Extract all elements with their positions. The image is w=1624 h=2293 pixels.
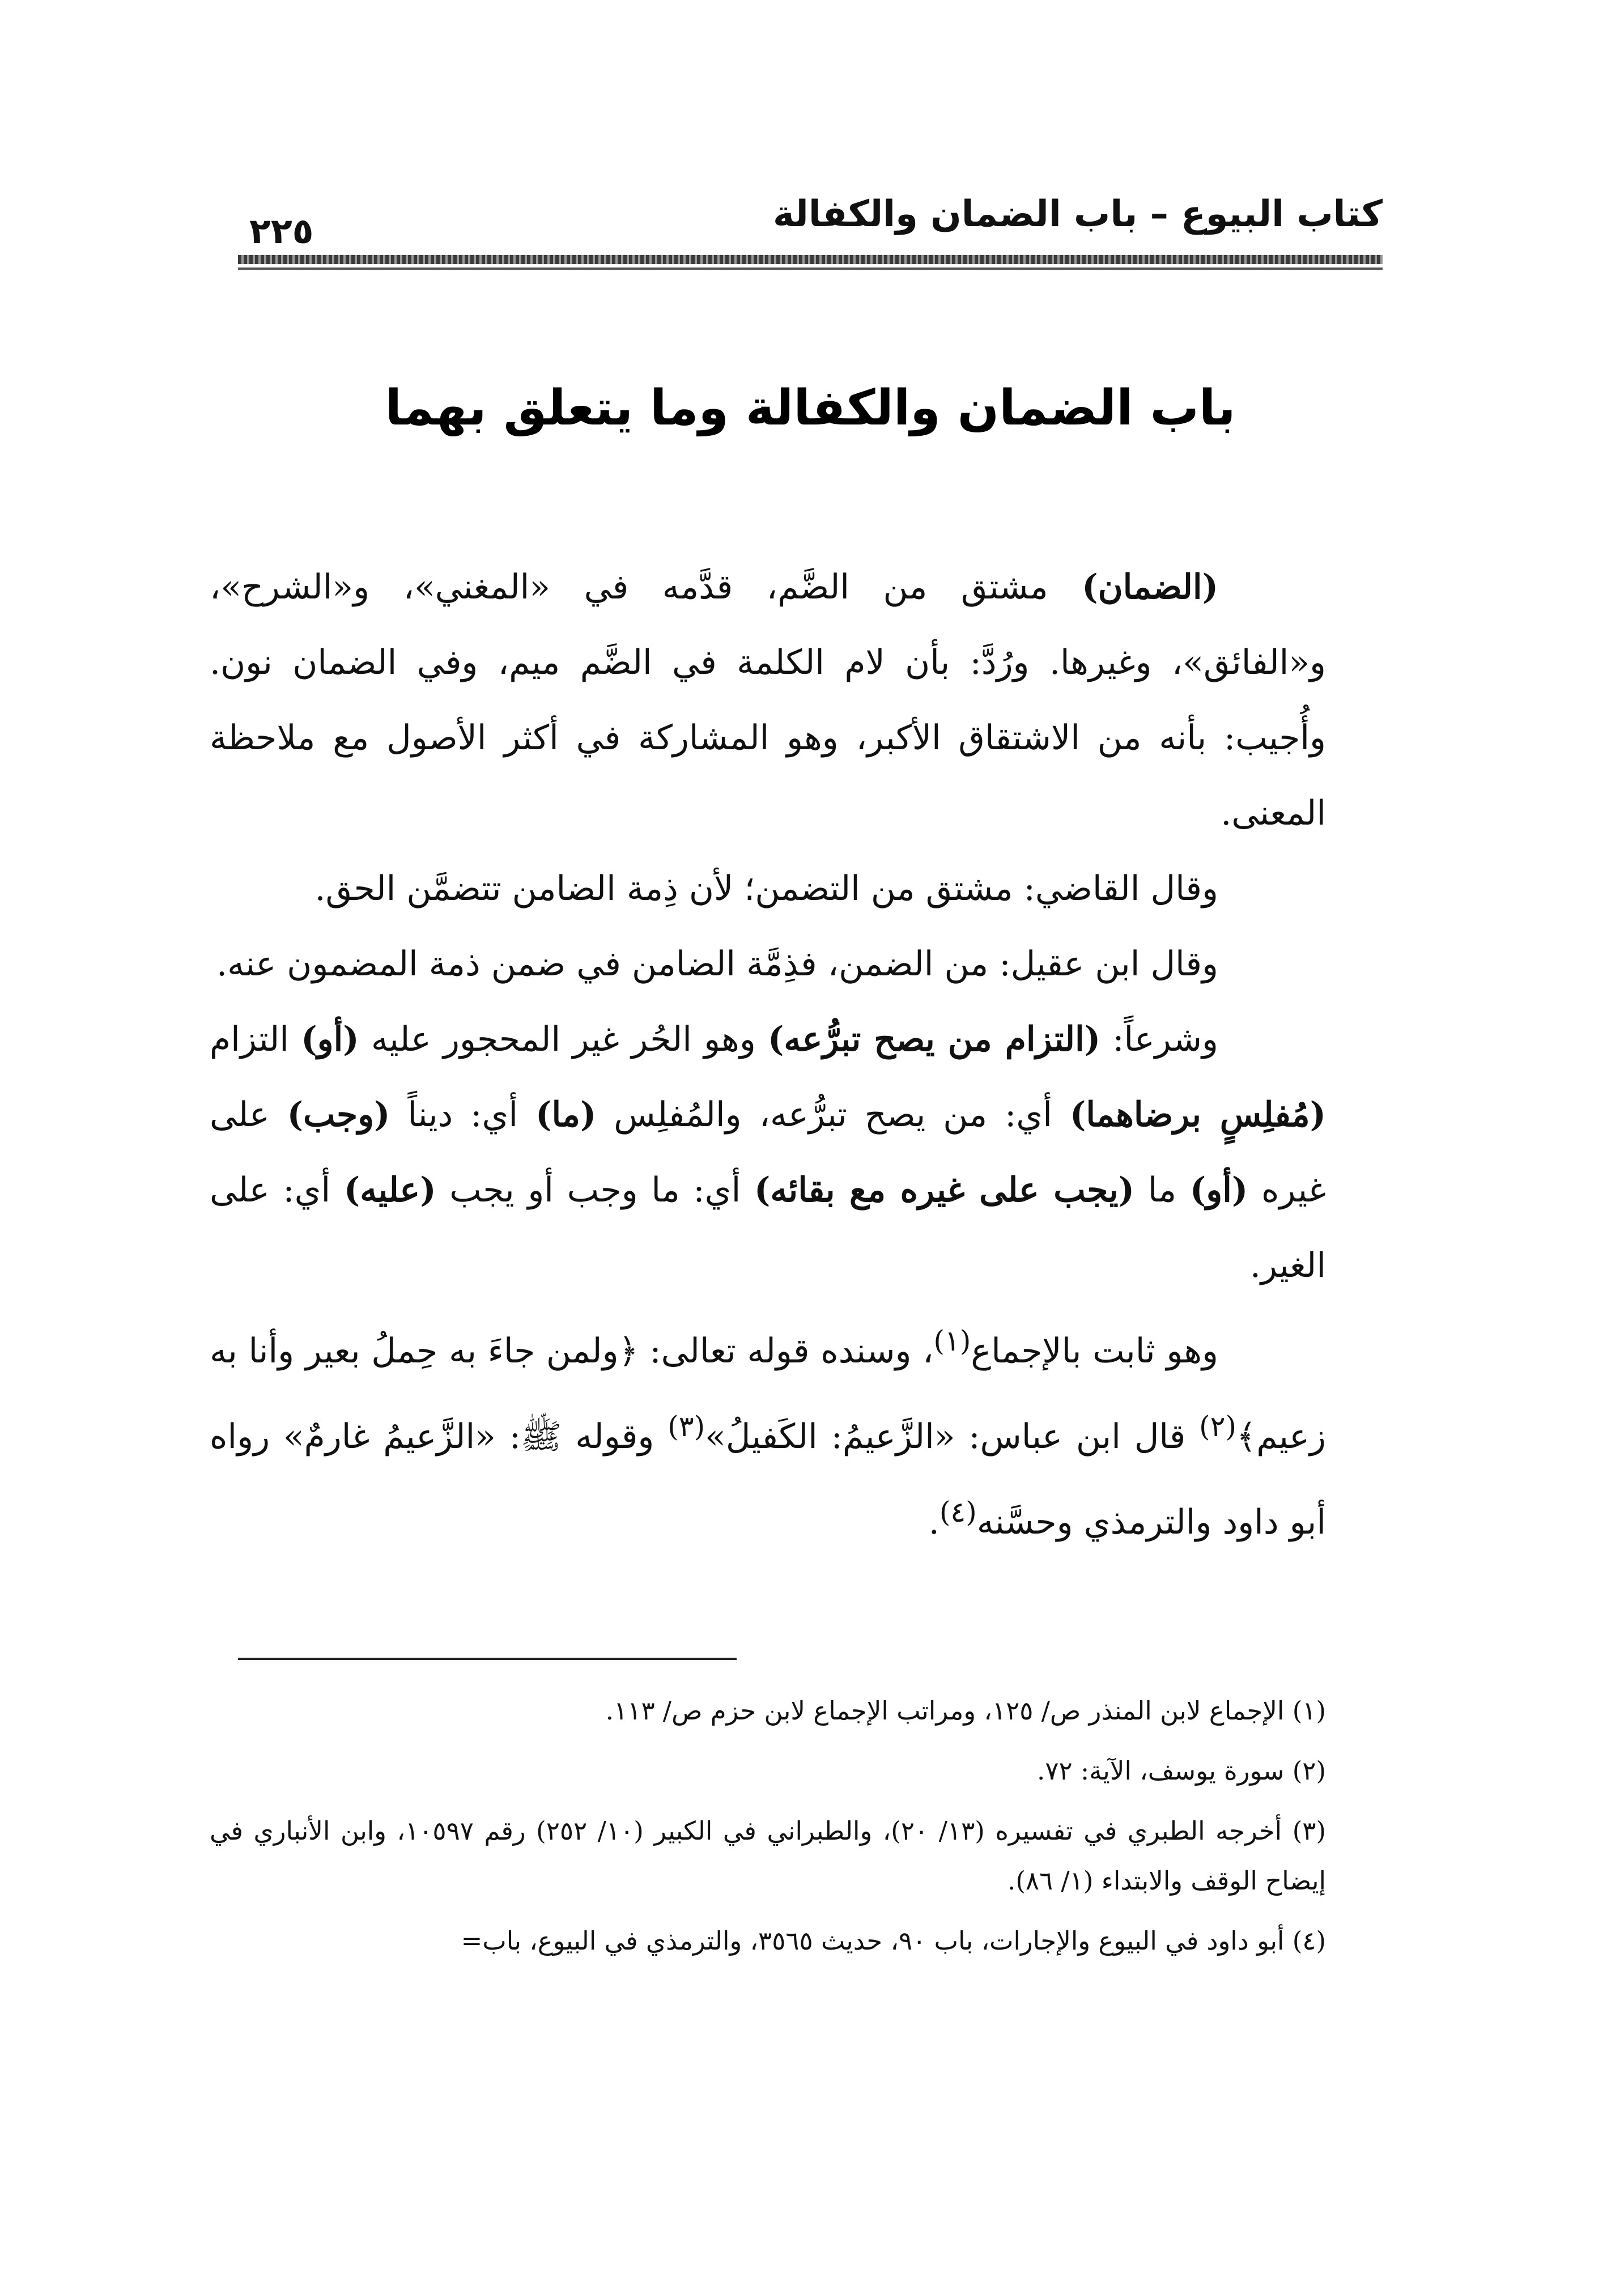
footnote-separator bbox=[238, 1658, 737, 1660]
term-daman: (الضمان) bbox=[1082, 567, 1218, 607]
footnotes bbox=[210, 1686, 1326, 1976]
text-segment: قال ابن عباس: «الزَّعيمُ: الكَفيلُ» bbox=[705, 1417, 1200, 1457]
chapter-title: باب الضمان والكفالة وما يتعلق بهما bbox=[385, 380, 1236, 436]
text-segment: أي: من يصح تبرُّعه، والمُفلِس bbox=[596, 1095, 1070, 1135]
bold-term: (ما) bbox=[535, 1095, 597, 1135]
text-segment: ، وسنده قوله تعالى: ﴿ولمن جاءَ به حِملُ بعير وأنا به زعيم﴾ bbox=[210, 1331, 1326, 1457]
paragraph-legal-definition bbox=[210, 1002, 1326, 1303]
bold-term: (يجب على غيره مع بقائه) bbox=[754, 1170, 1135, 1210]
main-text bbox=[210, 550, 1326, 1560]
text-segment: وشرعاً: bbox=[1100, 1020, 1218, 1059]
bold-term: (عليه) bbox=[343, 1170, 436, 1210]
footnote-4: (٤) أبو داود في البيوع والإجارات، باب ٩٠، حديث ٣٥٦٥، والترمذي في البيوع، باب= bbox=[461, 1926, 1326, 1956]
footnote-ref: (٤) bbox=[939, 1496, 977, 1528]
footnote-ref: (٣) bbox=[668, 1410, 705, 1443]
paragraph-ibn-aqil: وقال ابن عقيل: من الضمن، فذِمَّة الضامن في ضمن ذمة المضمون عنه. bbox=[216, 944, 1218, 984]
paragraph-qadi: وقال القاضي: مشتق من التضمن؛ لأن ذِمة الضامن تتضمَّن الحق. bbox=[314, 869, 1218, 908]
text-segment: أي: على الغير. bbox=[210, 1170, 1326, 1285]
bold-term: (وجب) bbox=[287, 1095, 390, 1135]
footnote-2: (٢) سورة يوسف، الآية: ٧٢. bbox=[1037, 1756, 1326, 1786]
text-segment: وقوله ﷺ: «الزَّعيمُ غارمٌ» رواه أبو داود والترمذي وحسَّنه bbox=[210, 1417, 1326, 1542]
page-number: ٢٢٥ bbox=[249, 210, 314, 252]
text-segment: أي: ما وجب أو يجب bbox=[436, 1170, 754, 1210]
bold-term: (التزام من يصح تبرُّعه) bbox=[768, 1020, 1101, 1059]
bold-term: (أو) bbox=[1189, 1170, 1248, 1210]
text-segment: على غيره bbox=[210, 1095, 1326, 1210]
running-title: كتاب البيوع – باب الضمان والكفالة bbox=[772, 193, 1383, 235]
header-rule-thin bbox=[238, 267, 1383, 270]
text-segment: مشتق من الضَّم، قدَّمه في «المغني»، و«الشرح»، و«الفائق»، وغيرها. ورُدَّ: بأن لام الكلمة في الضَّم ميم، وفي الضمان نون. وأُجيب: بأنه من الاشتقاق الأكبر، وهو المشاركة في أكثر الأصول مع ملاحظة المعنى. bbox=[210, 567, 1326, 833]
paragraph-definition bbox=[210, 550, 1326, 851]
text-segment: وهو الحُر غير المحجور عليه bbox=[359, 1020, 768, 1059]
text-segment: ما bbox=[1134, 1170, 1190, 1210]
text-segment: التزام bbox=[210, 1020, 301, 1059]
footnote-1: (١) الإجماع لابن المنذر ص/ ١٢٥، ومراتب الإجماع لابن حزم ص/ ١١٣. bbox=[605, 1696, 1326, 1726]
footnote-ref: (٢) bbox=[1199, 1410, 1237, 1443]
text-segment: أي: ديناً bbox=[390, 1095, 536, 1135]
text-segment: . bbox=[928, 1502, 939, 1542]
header-rule bbox=[238, 255, 1383, 264]
footnote-ref: (١) bbox=[933, 1324, 971, 1357]
footnote-3: (٣) أخرجه الطبري في تفسيره (١٣/ ٢٠)، والطبراني في الكبير (١٠/ ٢٥٢) رقم ١٠٥٩٧، وابن الأنباري في إيضاح الوقف والابتداء (١/ ٨٦). bbox=[210, 1816, 1326, 1896]
paragraph-evidence bbox=[210, 1303, 1326, 1560]
bold-term: (أو) bbox=[301, 1020, 359, 1059]
running-header bbox=[238, 187, 1383, 272]
bold-term: (مُفلِسٍ برضاهما) bbox=[1069, 1095, 1327, 1135]
text-segment: وهو ثابت بالإجماع bbox=[971, 1331, 1218, 1371]
